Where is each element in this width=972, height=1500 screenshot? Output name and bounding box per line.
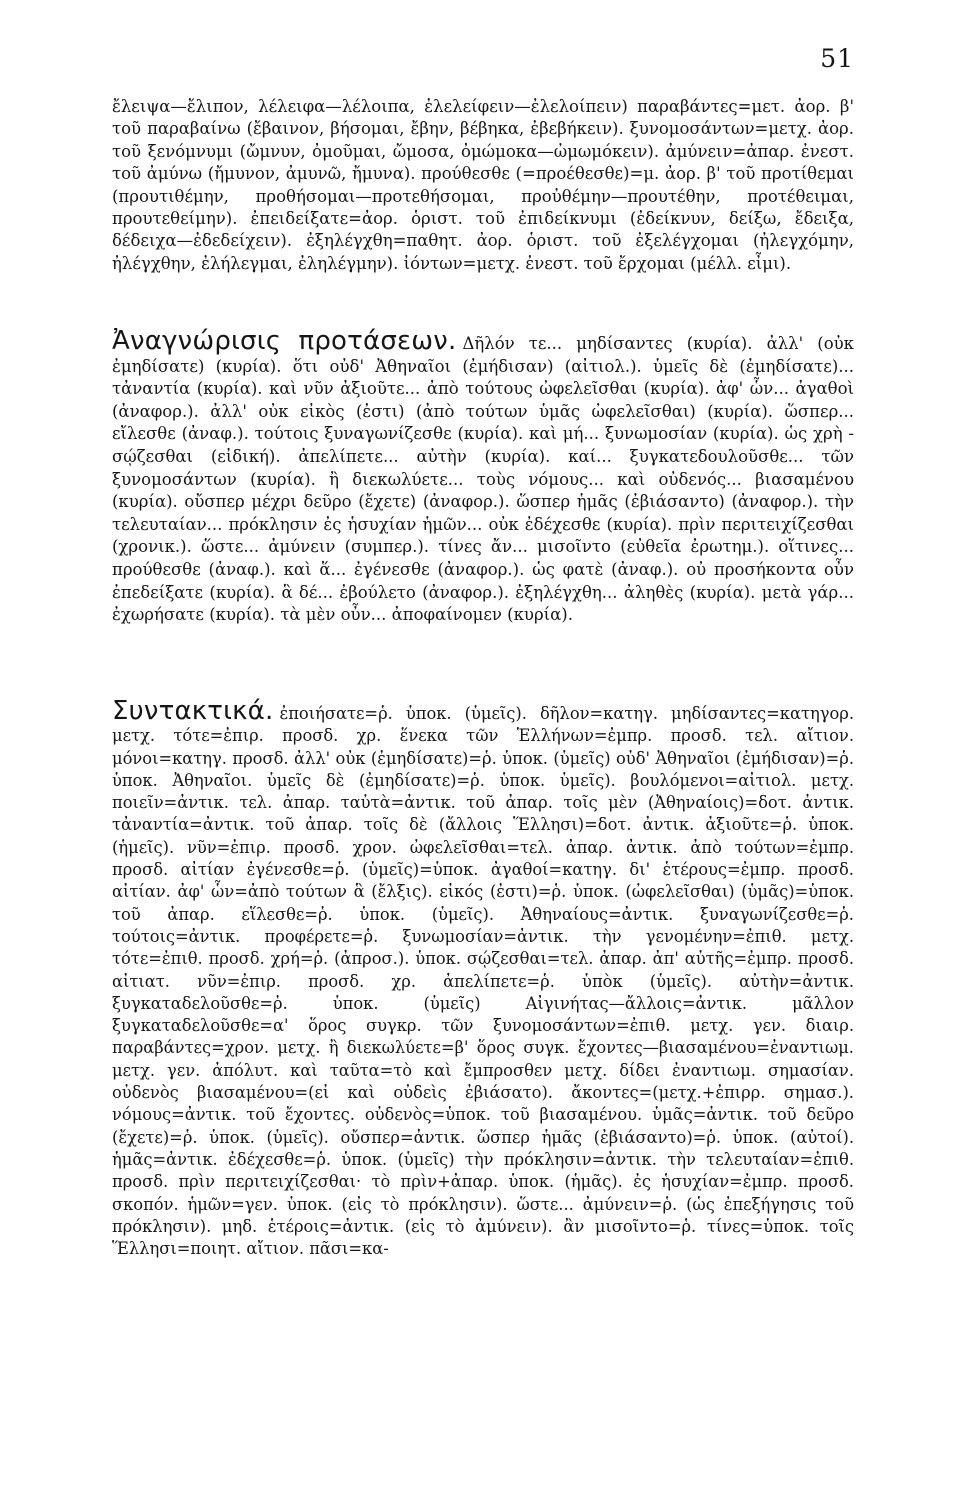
clause-recognition-paragraph xyxy=(112,326,854,627)
syntax-section xyxy=(112,696,854,1260)
page-number: 51 xyxy=(820,44,854,73)
glossary-section xyxy=(112,96,854,275)
clause-recognition-heading: Ἀναγνώρισις προτάσεων. xyxy=(112,326,457,356)
syntax-paragraph xyxy=(112,696,854,1260)
syntax-text: ἐποιήσατε=ῥ. ὑποκ. (ὑμεῖς). δῆλον=κατηγ. μηδίσαντες=κατηγορ. μετχ. τότε=ἐπιρ. προσδ. χρ. ἕνεκα τῶν Ἑλλήνων=ἐμπρ. προσδ. τελ. αἴτιον. μόνοι=κατηγ. προσδ. ἀλλ' οὐκ (ἐμηδίσατε)=ῥ. ὑποκ. (ὑμεῖς) οὐδ' Ἀθηναῖοι (ἐμήδισαν)=ῥ. ὑποκ. Ἀθηναῖοι. ὑμεῖς δὲ (ἐμηδίσατε)=ῥ. ὑποκ. ὑμεῖς). βουλόμενοι=αἰτιολ. μετχ. ποιεῖν=ἀντικ. τελ. ἀπαρ. ταὐτὰ=ἀντικ. τοῦ ἀπαρ. τοῖς μὲν (Ἀθηναίοις)=δοτ. ἀντικ. τἀναντία=ἀντικ. τοῦ ἀπαρ. τοῖς δὲ (ἄλλοις Ἕλλησι)=δοτ. ἀντικ. ἀξιοῦτε=ῥ. ὑποκ. (ἡμεῖς). νῦν=ἐπιρ. προσδ. χρον. ὠφελεῖσθαι=τελ. ἀπαρ. ἀντικ. ἀπὸ τούτων=ἐμπρ. προσδ. αἰτίαν ἐγένεσθε=ῥ. (ὑμεῖς)=ὑποκ. ἀγαθοί=κατηγ. δι' ἑτέρους=ἐμπρ. προσδ. αἰτίαν. ἀφ' ὧν=ἀπὸ τούτων ἃ (ἔλξις). εἰκός (ἐστι)=ῥ. ὑποκ. (ὠφελεῖσθαι) (ὑμᾶς)=ὑποκ. τοῦ ἀπαρ. εἵλεσθε=ῥ. ὑποκ. (ὑμεῖς). Ἀθηναίους=ἀντικ. ξυναγωνίζεσθε=ῥ. τούτοις=ἀντικ. προφέρετε=ῥ. ξυνωμοσίαν=ἀντικ. τὴν γενομένην=ἐπιθ. μετχ. τότε=ἐπιθ. προσδ. χρή=ῥ. (ἀπροσ.). ὑποκ. σῴζεσθαι=τελ. ἀπαρ. ἀπ' αὐτῆς=ἐμπρ. προσδ. αἰτιατ. νῦν=ἐπιρ. προσδ. χρ. ἀπελίπετε=ῥ. ὑπὸκ (ὑμεῖς). αὐτὴν=ἀντικ. ξυγκαταδελοῦσθε=ῥ. ὑποκ. (ὑμεῖς) Αἰγινήτας—ἄλλοις=ἀντικ. μᾶλλον ξυγκαταδελοῦσθε=α' ὅρος συγκρ. τῶν ξυνομοσάντων=ἐπιθ. μετχ. γεν. διαιρ. παραβάντες=χρον. μετχ. ἢ διεκωλύετε=β' ὅρος συγκ. ἔχοντες—βιασαμένου=ἐναντιωμ. μετχ. γεν. ἀπόλυτ. καὶ ταῦτα=τὸ καὶ ἔμπροσθεν μετχ. δίδει ἐναντιωμ. σημασίαν. οὐδενὸς βιασαμένου=(εἰ καὶ οὐδεὶς ἐβιάσατο). ἄκοντες=(μετχ.+ἐπιρρ. σημασ.). νόμους=ἀντικ. τοῦ ἔχοντες. οὐδενὸς=ὑποκ. τοῦ βιασαμένου. ὑμᾶς=ἀντικ. τοῦ δεῦρο (ἔχετε)=ῥ. ὑποκ. (ὑμεῖς). οὔσπερ=ἀντικ. ὥσπερ ἡμᾶς (ἐβιάσαντο)=ῥ. ὑποκ. (αὐτοί). ἡμᾶς=ἀντικ. ἐδέχεσθε=ῥ. ὑποκ. (ὑμεῖς) τὴν πρόκλησιν=ἀντικ. τὴν τελευταίαν=ἐπιθ. προσδ. πρὶν περιτειχίζεσθαι· τὸ πρὶν+ἀπαρ. ὑποκ. (ἡμᾶς). ἐς ἡσυχίαν=ἐμπρ. προσδ. σκοπόν. ἡμῶν=γεν. ὑποκ. (εἰς τὸ πρόκλησιν). ὥστε... ἀμύνειν=ῥ. (ὡς ἐπεξήγησις τοῦ πρόκλησιν). μηδ. ἑτέροις=ἀντικ. (εἰς τὸ ἀμύνειν). ἂν μισοῖντο=ῥ. τίνες=ὑποκ. τοῖς Ἕλλησι=ποιητ. αἴτιον. πᾶσι=κα- xyxy=(112,704,854,1259)
clause-recognition-section xyxy=(112,326,854,627)
glossary-text: ἔλειψα—ἔλιπον, λέλειφα—λέλοιπα, ἐλελείφειν—ἐλελοίπειν) παραβάντες=μετ. ἀορ. β' τοῦ παραβαίνω (ἔβαινον, βήσομαι, ἔβην, βέβηκα, ἐβεβήκειν). ξυνομοσάντων=μετχ. ἀορ. τοῦ ξενόμνυμι (ὤμνυν, ὀμοῦμαι, ὤμοσα, ὀμώμοκα—ὠμωμόκειν). ἀμύνειν=ἀπαρ. ἐνεστ. τοῦ ἀμύνω (ἤμυνον, ἀμυνῶ, ἤμυνα). προύθεσθε (=προέθεσθε)=μ. ἀορ. β' τοῦ προτίθεμαι (προυτιθέμην, προθήσομαι—προτεθήσομαι, προὐθέμην—προυτέθην, προτέθειμαι, προυτεθείμην). ἐπειδείξατε=ἀορ. ὁριστ. τοῦ ἐπιδείκνυμι (ἐδείκνυν, δείξω, ἔδειξα, δέδειχα—ἐδεδείχειν). ἐξηλέγχθη=παθητ. ἀορ. ὁριστ. τοῦ ἐξελέγχομαι (ἠλεγχόμην, ἠλέγχθην, ἐλήλεγμαι, ἐληλέγμην). ἰόντων=μετχ. ἐνεστ. τοῦ ἔρχομαι (μέλλ. εἶμι). xyxy=(112,97,854,273)
clause-recognition-text: Δῆλόν τε... μηδίσαντες (κυρία). ἀλλ' (οὐκ ἐμηδίσατε) (κυρία). ὅτι οὐδ' Ἀθηναῖοι (ἐμήδισαν) (αἰτιολ.). ὑμεῖς δὲ (ἐμηδίσατε)... τἀναντία (κυρία). καὶ νῦν ἀξιοῦτε... ἀπὸ τούτους ὠφελεῖσθαι (κυρία). ἀφ' ὧν... ἀγαθοὶ (ἀναφορ.). ἀλλ' οὐκ εἰκὸς (ἐστι) (ἀπὸ τούτων ὑμᾶς ὠφελεῖσθαι) (κυρία). ὥσπερ... εἴλεσθε (ἀναφ.). τούτοις ξυναγωνίζεσθε (κυρία). καὶ μή... ξυνωμοσίαν (κυρία). ὡς χρὴ - σῴζεσθαι (εἰδική). ἀπελίπετε... αὐτὴν (κυρία). καί... ξυγκατεδουλοῦσθε... τῶν ξυνομοσάντων (κυρία). ἢ διεκωλύετε... τοὺς νόμους... καὶ οὐδενός... βιασαμένου (κυρία). οὔσπερ μέχρι δεῦρο (ἔχετε) (ἀναφορ.). ὥσπερ ἡμᾶς (ἐβιάσαντο) (ἀναφορ.). τὴν τελευταίαν... πρόκλησιν ἐς ἡσυχίαν ἡμῶν... οὐκ ἐδέχεσθε (κυρία). πρὶν περιτειχίζεσθαι (χρονικ.). ὥστε... ἀμύνειν (συμπερ.). τίνες ἄν... μισοῖντο (εὐθεῖα ἐρωτημ.). οἵτινες... προύθεσθε (ἀναφ.). καὶ ἅ... ἐγένεσθε (ἀναφορ.). ὡς φατὲ (ἀναφ.). οὐ προσήκοντα οὖν ἐπεδείξατε (κυρία). ἃ δέ... ἐβούλετο (ἀναφορ.). ἐξηλέγχθη... ἀληθὲς (κυρία). μετὰ γάρ... ἐχωρήσατε (κυρία). τὰ μὲν οὖν... ἀποφαίνομεν (κυρία). xyxy=(112,334,854,625)
syntax-heading: Συντακτικά. xyxy=(112,696,274,726)
